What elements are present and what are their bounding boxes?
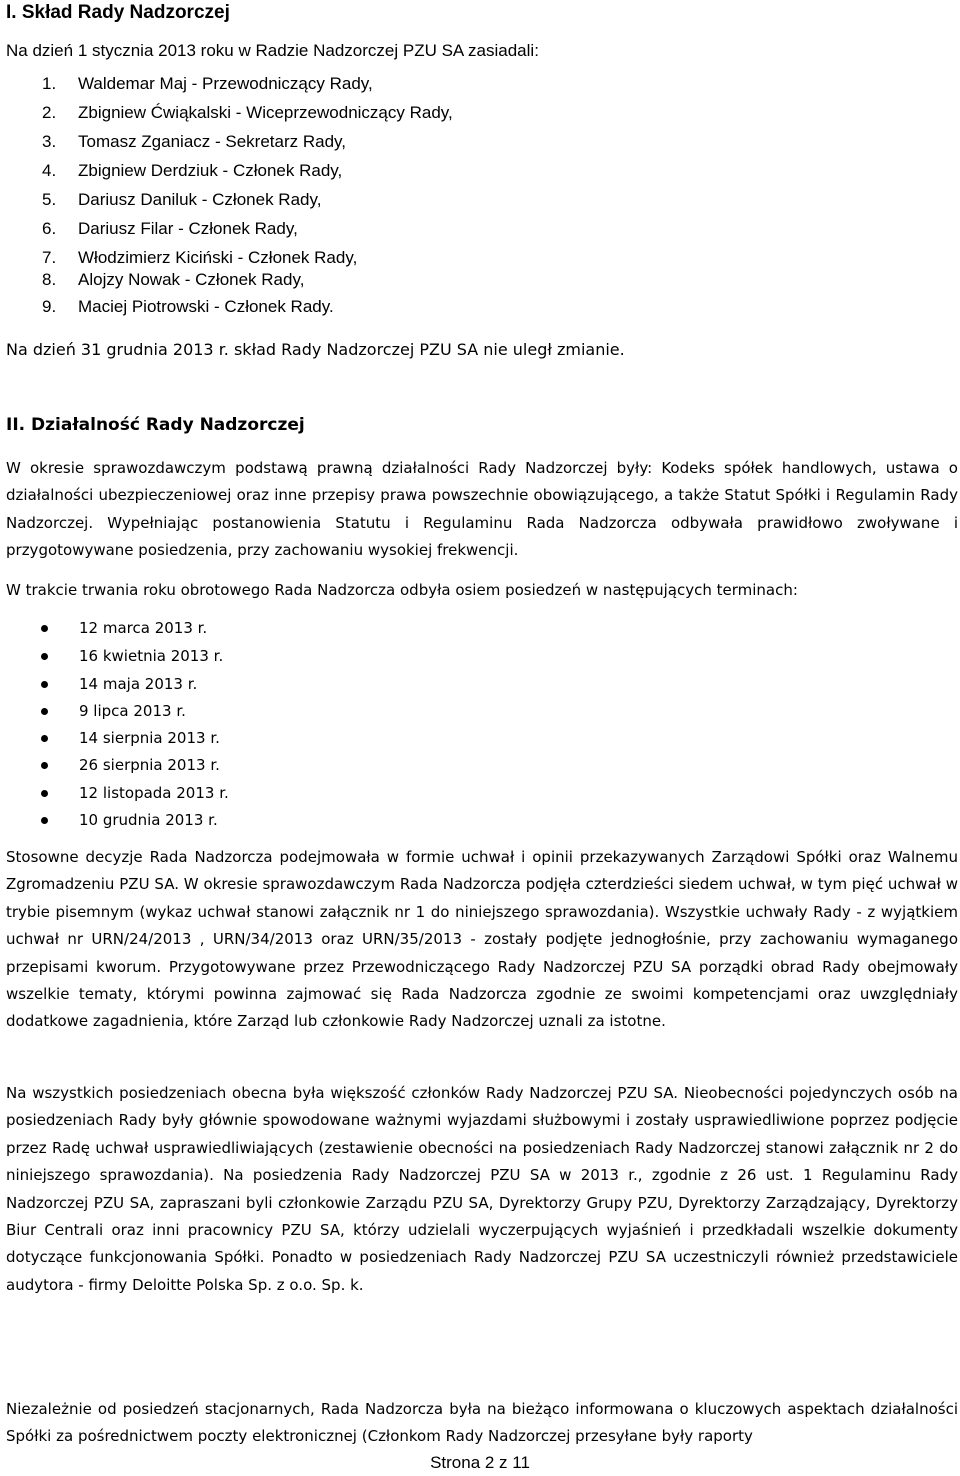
page-footer [0,1452,960,1474]
bullet-icon [41,817,48,824]
section-1-intro: Na dzień 1 stycznia 2013 roku w Radzie Nadzorczej PZU SA zasiadali: [6,41,539,60]
paragraph-communication: Niezależnie od posiedzeń stacjonarnych, Rada Nadzorcza była na bieżąco informowana o kluczowych aspektach działalności Spółki za pośrednictwem poczty elektronicznej (Członkom Rady Nadzorczej przesyłane były raporty [6,1400,958,1446]
section-1-title: I. Skład Rady Nadzorczej [6,2,230,23]
bullet-icon [41,625,48,632]
document-page: I. Skład Rady Nadzorczej Na dzień 1 stycznia 2013 roku w Radzie Nadzorczej PZU SA zasiadali: 1. Waldemar Maj - Przewodniczący Rady, 2. Zbigniew Ćwiąkalski - Wiceprzewodniczący Rady, 3. Tomasz Zganiacz - Sekretarz Rady, 4. Zbigniew Derdziuk - Członek Rady, 5. Dariusz Daniluk - Członek Rady, 6. Dariusz Filar - Członek Rady, 7. Włodzimierz Kiciński - Członek Rady, 8. Alojzy Nowak - Członek Rady, 9. Maciej Piotrowski - Członek Rady. Na dzień 31 grudnia 2013 r. skład Rady Nadzorczej PZU SA nie uległ zmianie. II. Działalność Rady Nadzorczej W okresie sprawozdawczym podstawą prawną działalności Rady Nadzorczej były: Kodeks spółek handlowych, ustawa o działalności ubezpieczeniowej oraz inne przepisy prawa powszechnie obowiązującego, a także Statut Spółki i Regulamin Rady Nadzorczej. Wypełniając postanowienia Statutu i Regulaminu Rada Nadzorcza odbywała prawidłowo zwoływane i przygotowywane posiedzenia, przy zachowaniu wysokiej frekwencji. W trakcie trwania roku obrotowego Rada Nadzorcza odbyła osiem posiedzeń w następujących terminach: 12 marca 2013 r. 16 kwietnia 2013 r. 14 maja 2013 r. 9 lipca 2013 r. 14 sierpnia 2013 r. 26 sierpnia 2013 r. 12 listopada 2013 r. 10 grudnia 2013 r. Stosowne decyzje Rada Nadzorcza podejmowała w formie uchwał i opinii przekazywanych Zarządowi Spółki oraz Walnemu Zgromadzeniu PZU SA. W okresie sprawozdawczym Rada Nadzorcza podjęła czterdzieści siedem uchwał, w tym pięć uchwał w trybie pisemnym (wykaz uchwał stanowi załącznik nr 1 do niniejszego sprawozdania). Wszystkie uchwały Rady - z wyjątkiem uchwał nr URN/24/2013 , URN/34/2013 oraz URN/35/2013 - zostały podjęte jednogłośnie, przy zachowaniu wymaganego przepisami kworum. Przygotowywane przez Przewodniczącego Rady Nadzorczej PZU SA porządki obrad Rady obejmowały wszelkie tematy, którymi powinna zajmować się Rada Nadzorcza zgodnie ze swoimi kompetencjami oraz uwzględniały dodatkowe zagadnienia, które Zarząd lub członkowie Rady Nadzorczej uznali za istotne. Na wszystkich posiedzeniach obecna była większość członków Rady Nadzorczej PZU SA. Nieobecności pojedynczych osób na posiedzeniach Rady były głównie spowodowane ważnymi wyjazdami służbowymi i zostały usprawiedliwione poprzez podjęcie przez Radę uchwał usprawiedliwiających (zestawienie obecności na posiedzeniach Rady Nadzorczej stanowi załącznik nr 2 do niniejszego sprawozdania). Na posiedzenia Rady Nadzorczej PZU SA w 2013 r., zgodnie z 26 ust. 1 Regulaminu Rady Nadzorczej PZU SA, zapraszani byli członkowie Zarządu PZU SA, Dyrektorzy Grupy PZU, Dyrektorzy Zarządzający, Dyrektorzy Biur Centrali oraz inni pracownicy PZU SA, którzy udzielali wyczerpujących wyjaśnień i przedkładali wszelkie dokumenty dotyczące funkcjonowania Spółki. Ponadto w posiedzeniach Rady Nadzorczej PZU SA uczestniczyli również przedstawiciele audytora - firmy Deloitte Polska Sp. z o.o. Sp. k. Niezależnie od posiedzeń stacjonarnych, Rada Nadzorcza była na bieżąco informowana o kluczowych aspektach działalności Spółki za pośrednictwem poczty elektronicznej (Członkom Rady Nadzorczej przesyłane były raporty Strona 2 z 11 [0,0,960,1476]
paragraph-meetings-intro: W trakcie trwania roku obrotowego Rada Nadzorcza odbyła osiem posiedzeń w następujących terminach: [6,581,798,599]
bullet-icon [41,708,48,715]
paragraph-legal-basis: W okresie sprawozdawczym podstawą prawną działalności Rady Nadzorczej były: Kodeks spółek handlowych, ustawa o działalności ubezpieczeniowej oraz inne przepisy prawa powszechnie obowiązującego, a także Statut Spółki i Regulamin Rady Nadzorczej. Wypełniając postanowienia Statutu i Regulaminu Rada Nadzorcza odbywała prawidłowo zwoływane i przygotowywane posiedzenia, przy zachowaniu wysokiej frekwencji. [6,459,958,560]
bullet-icon [41,790,48,797]
section-1-closing: Na dzień 31 grudnia 2013 r. skład Rady Nadzorczej PZU SA nie uległ zmianie. [6,340,625,359]
section-2-title: II. Działalność Rady Nadzorczej [6,415,305,435]
bullet-icon [41,762,48,769]
paragraph-attendance: Na wszystkich posiedzeniach obecna była większość członków Rady Nadzorczej PZU SA. Nieobecności pojedynczych osób na posiedzeniach Rady były głównie spowodowane ważnymi wyjazdami służbowymi i zostały usprawiedliwione poprzez podjęcie przez Radę uchwał usprawiedliwiających (zestawienie obecności na posiedzeniach Rady Nadzorczej stanowi załącznik nr 2 do niniejszego sprawozdania). Na posiedzenia Rady Nadzorczej PZU SA w 2013 r., zgodnie z 26 ust. 1 Regulaminu Rady Nadzorczej PZU SA, zapraszani byli członkowie Zarządu PZU SA, Dyrektorzy Grupy PZU, Dyrektorzy Zarządzający, Dyrektorzy Biur Centrali oraz inni pracownicy PZU SA, którzy udzielali wyczerpujących wyjaśnień i przedkładali wszelkie dokumenty dotyczące funkcjonowania Spółki. Ponadto w posiedzeniach Rady Nadzorczej PZU SA uczestniczyli również przedstawiciele audytora - firmy Deloitte Polska Sp. z o.o. Sp. k. [6,1084,958,1294]
page-number: Strona 2 z 11 [430,1453,530,1472]
bullet-icon [41,681,48,688]
bullet-icon [41,735,48,742]
bullet-icon [41,653,48,660]
paragraph-resolutions: Stosowne decyzje Rada Nadzorcza podejmowała w formie uchwał i opinii przekazywanych Zarządowi Spółki oraz Walnemu Zgromadzeniu PZU SA. W okresie sprawozdawczym Rada Nadzorcza podjęła czterdzieści siedem uchwał, w tym pięć uchwał w trybie pisemnym (wykaz uchwał stanowi załącznik nr 1 do niniejszego sprawozdania). Wszystkie uchwały Rady - z wyjątkiem uchwał nr URN/24/2013 , URN/34/2013 oraz URN/35/2013 - zostały podjęte jednogłośnie, przy zachowaniu wymaganego przepisami kworum. Przygotowywane przez Przewodniczącego Rady Nadzorczej PZU SA porządki obrad Rady obejmowały wszelkie tematy, którymi powinna zajmować się Rada Nadzorcza zgodnie ze swoimi kompetencjami oraz uwzględniały dodatkowe zagadnienia, które Zarząd lub członkowie Rady Nadzorczej uznali za istotne. [6,848,958,1031]
